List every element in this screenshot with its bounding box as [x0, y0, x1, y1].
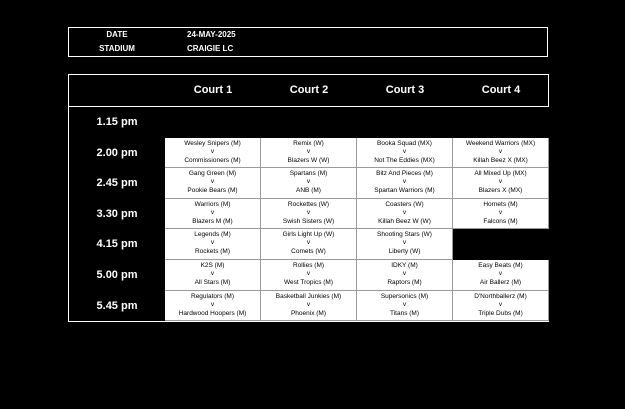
fixture-cell — [453, 168, 549, 199]
versus-label: v — [306, 239, 311, 247]
home-team: Rollies (M) — [292, 262, 325, 269]
away-team: Hardwood Hoopers (M) — [178, 309, 247, 317]
away-team: Swish Sisters (W) — [282, 217, 335, 225]
home-team: Booka Squad (MX) — [377, 139, 432, 147]
home-team: IDKY (M) — [391, 262, 418, 269]
home-team: Legends (M) — [194, 231, 231, 239]
fixture-cell — [453, 199, 549, 230]
home-team: Hornets (M) — [483, 200, 518, 208]
home-team: Warriors (M) — [194, 200, 231, 208]
fixture-cell — [357, 291, 453, 322]
fixture-cell — [357, 138, 453, 169]
away-team: All Stars (M) — [194, 279, 231, 286]
home-team: Shooting Stars (W) — [377, 231, 432, 239]
fixture-cell — [453, 260, 549, 291]
away-team: West Tropics (M) — [284, 279, 333, 286]
versus-label: v — [402, 147, 407, 155]
home-team: Remix (W) — [293, 139, 324, 147]
time-slot-label: 2.00 pm — [96, 146, 138, 159]
fixture-cell — [261, 168, 357, 199]
court-4-header: Court 4 — [481, 84, 521, 96]
versus-label: v — [402, 300, 407, 308]
away-team: Killah Beez W (W) — [378, 217, 431, 225]
away-team: Not The Eddies (MX) — [374, 156, 435, 164]
away-team: Commissioners (M) — [184, 156, 241, 164]
match-info-box — [68, 27, 548, 57]
fixture-cell — [165, 168, 261, 199]
time-slot-label: 1.15 pm — [96, 116, 138, 128]
versus-label: v — [210, 147, 215, 155]
versus-label: v — [498, 147, 503, 155]
fixture-cell — [357, 168, 453, 199]
court-2-header: Court 2 — [289, 84, 329, 96]
fixture-cell — [261, 229, 357, 260]
away-team: Spartan Warriors (M) — [374, 187, 435, 195]
away-team: Blazers W (W) — [287, 156, 330, 164]
home-team: Girls Light Up (W) — [282, 231, 335, 239]
versus-label: v — [402, 270, 407, 277]
fixture-schedule-table — [68, 74, 549, 322]
versus-label: v — [498, 300, 503, 308]
home-team: D'Northballerz (M) — [474, 292, 527, 300]
home-team: Easy Beats (M) — [478, 262, 523, 269]
versus-label: v — [402, 208, 407, 216]
time-slot-label: 5.45 pm — [96, 299, 138, 312]
fixture-cell — [357, 229, 453, 260]
fixture-cell — [261, 138, 357, 169]
empty-fixture-cell — [357, 107, 453, 138]
home-team: Rockettes (W) — [287, 200, 330, 208]
versus-label: v — [402, 178, 407, 186]
home-team: Weekend Warriors (MX) — [465, 139, 536, 147]
fixture-cell — [357, 199, 453, 230]
fixture-cell — [357, 260, 453, 291]
versus-label: v — [210, 178, 215, 186]
versus-label: v — [210, 239, 215, 247]
home-team: Bitz And Pieces (M) — [376, 170, 433, 178]
home-team: Basketball Junkies (M) — [275, 292, 342, 300]
home-team: Supersonics (M) — [380, 292, 429, 300]
home-team: Spartans (M) — [289, 170, 328, 178]
versus-label: v — [498, 270, 503, 277]
away-team: Titans (M) — [389, 309, 419, 317]
empty-fixture-cell — [165, 107, 261, 138]
versus-label: v — [306, 208, 311, 216]
versus-label: v — [210, 208, 215, 216]
versus-label: v — [498, 208, 503, 216]
court-3-header: Court 3 — [385, 84, 425, 96]
versus-label: v — [210, 300, 215, 308]
fixture-cell — [165, 260, 261, 291]
time-slot-label: 5.00 pm — [96, 269, 138, 281]
away-team: Liberty (W) — [388, 248, 421, 256]
versus-label: v — [306, 147, 311, 155]
versus-label: v — [306, 270, 311, 277]
home-team: K2S (M) — [200, 262, 225, 269]
court-1-header: Court 1 — [193, 84, 233, 96]
stadium-value: CRAIGIE LC — [187, 44, 234, 53]
home-team: Gang Green (M) — [188, 170, 237, 178]
time-slot-label: 3.30 pm — [96, 207, 138, 220]
date-row — [69, 28, 547, 42]
away-team: Blazers X (MX) — [478, 187, 523, 195]
away-team: Falcons (M) — [483, 217, 518, 225]
home-team: Wesley Snipers (M) — [184, 139, 241, 147]
away-team: Comets (W) — [291, 248, 326, 256]
versus-label: v — [498, 178, 503, 186]
away-team: Rockets (M) — [194, 248, 231, 256]
date-label: DATE — [106, 30, 128, 39]
fixture-cell — [453, 138, 549, 169]
empty-fixture-cell — [261, 107, 357, 138]
home-team: Coasters (W) — [385, 200, 424, 208]
home-team: Regulators (M) — [191, 292, 234, 300]
fixture-cell — [261, 260, 357, 291]
away-team: ANB (M) — [296, 187, 321, 195]
fixture-cell — [165, 229, 261, 260]
fixture-cell — [261, 199, 357, 230]
away-team: Raptors (M) — [387, 279, 422, 286]
away-team: Pookie Bears (M) — [187, 187, 238, 195]
time-slot-label: 4.15 pm — [96, 238, 138, 251]
away-team: Triple Dubs (M) — [478, 309, 523, 317]
fixture-cell — [261, 291, 357, 322]
versus-label: v — [402, 239, 407, 247]
versus-label: v — [210, 270, 215, 277]
empty-fixture-cell — [453, 107, 549, 138]
fixture-cell — [165, 291, 261, 322]
away-team: Killah Beez X (MX) — [473, 156, 528, 164]
fixture-cell — [453, 291, 549, 322]
home-team: All Mixed Up (MX) — [474, 170, 527, 178]
stadium-label: STADIUM — [99, 44, 135, 53]
away-team: Blazers M (M) — [192, 217, 233, 225]
away-team: Air Ballerz (M) — [479, 279, 522, 286]
fixture-cell — [165, 138, 261, 169]
empty-fixture-cell — [453, 229, 549, 260]
stadium-row — [69, 42, 547, 56]
versus-label: v — [306, 300, 311, 308]
date-value: 24-MAY-2025 — [187, 30, 236, 39]
time-slot-label: 2.45 pm — [96, 177, 138, 190]
versus-label: v — [306, 178, 311, 186]
fixture-cell — [165, 199, 261, 230]
away-team: Phoenix (M) — [290, 309, 327, 317]
